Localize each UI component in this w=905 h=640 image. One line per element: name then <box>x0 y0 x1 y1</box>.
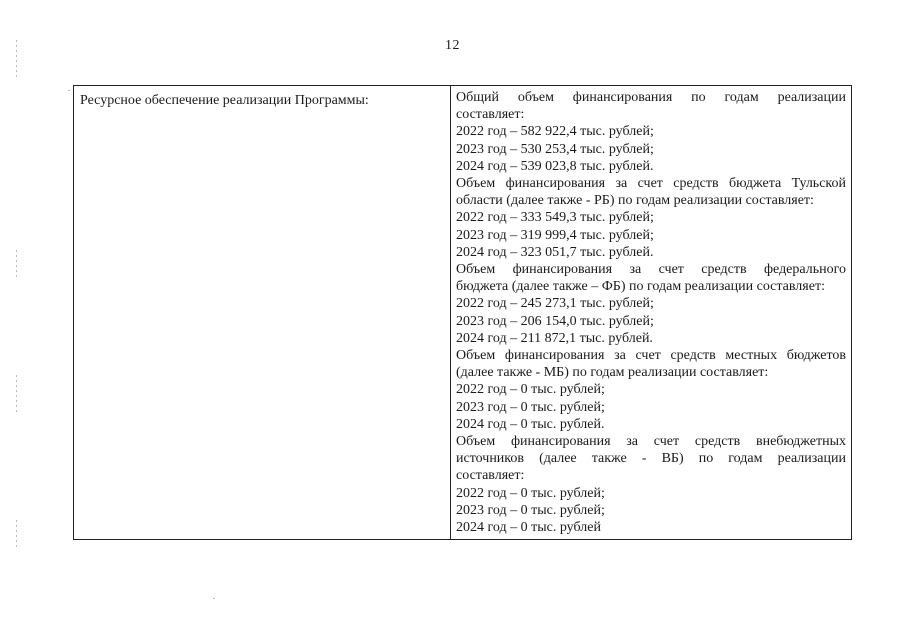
financing-text-line: составляет: <box>456 468 525 484</box>
financing-text-line: Объем финансирования за счет средств местных бюджетов <box>456 348 846 364</box>
financing-text-line: (далее также - МБ) по годам реализации составляет: <box>456 365 769 381</box>
financing-text-line: 2022 год – 0 тыс. рублей; <box>456 382 605 398</box>
financing-text-line: 2023 год – 319 999,4 тыс. рублей; <box>456 227 654 243</box>
financing-text-line: Общий объем финансирования по годам реализации <box>456 90 846 105</box>
financing-text-line: области (далее также - РБ) по годам реализации составляет: <box>456 193 814 209</box>
financing-text-line: Объем финансирования за счет средств федерального <box>456 262 846 278</box>
scan-artifact <box>68 90 70 91</box>
financing-text-line: источников (далее также - ВБ) по годам реализации <box>456 451 846 467</box>
resource-provision-label: Ресурсное обеспечение реализации Программы: <box>80 93 369 108</box>
resource-table <box>73 85 852 540</box>
scan-artifact <box>16 520 17 550</box>
financing-text-line: 2024 год – 0 тыс. рублей. <box>456 416 605 432</box>
financing-text-line: 2022 год – 333 549,3 тыс. рублей; <box>456 210 654 226</box>
financing-text-line: 2023 год – 0 тыс. рублей; <box>456 399 605 415</box>
financing-text-line: 2023 год – 206 154,0 тыс. рублей; <box>456 313 654 329</box>
financing-text-line: 2022 год – 245 273,1 тыс. рублей; <box>456 296 654 312</box>
financing-text-line: составляет: <box>456 107 525 123</box>
page-number: 12 <box>445 38 460 53</box>
financing-text-line: 2024 год – 539 023,8 тыс. рублей. <box>456 158 654 174</box>
financing-text-line: 2023 год – 530 253,4 тыс. рублей; <box>456 141 654 157</box>
scan-artifact <box>213 598 215 599</box>
financing-text-line: 2022 год – 582 922,4 тыс. рублей; <box>456 124 654 140</box>
financing-text-line: 2024 год – 0 тыс. рублей <box>456 520 601 536</box>
financing-text-line: 2022 год – 0 тыс. рублей; <box>456 485 605 501</box>
financing-text-line: Объем финансирования за счет средств бюджета Тульской <box>456 176 846 192</box>
scan-artifact <box>16 375 17 415</box>
table-cell-content <box>451 86 851 539</box>
financing-text-line: 2024 год – 323 051,7 тыс. рублей. <box>456 244 654 260</box>
financing-text-line: бюджета (далее также – ФБ) по годам реализации составляет: <box>456 279 825 295</box>
financing-text-line: Объем финансирования за счет средств внебюджетных <box>456 434 846 450</box>
financing-text-line: 2023 год – 0 тыс. рублей; <box>456 502 605 518</box>
financing-text-line: 2024 год – 211 872,1 тыс. рублей. <box>456 330 653 346</box>
scan-artifact <box>16 250 17 280</box>
table-cell-label <box>74 86 451 539</box>
